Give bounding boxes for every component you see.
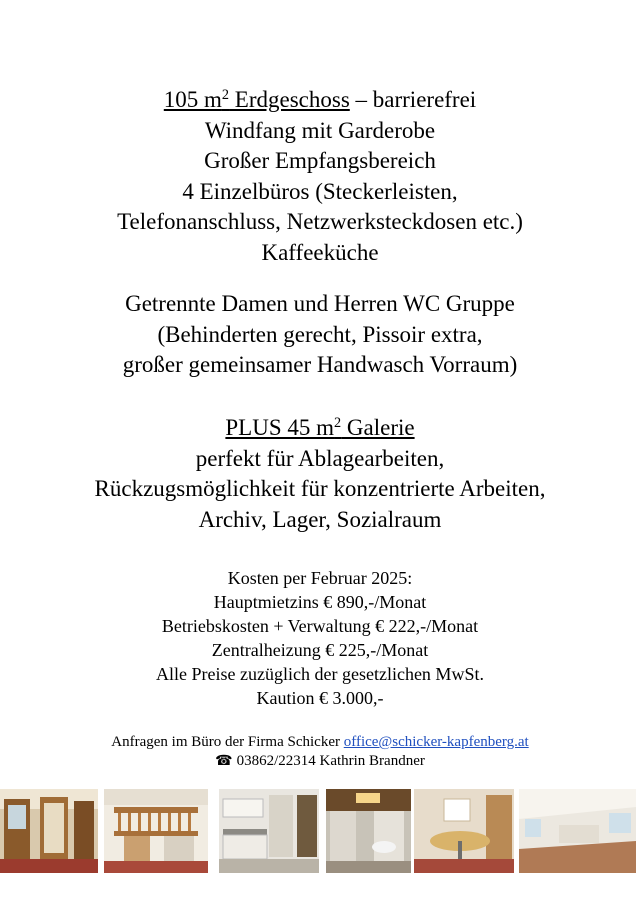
galerie-line: Rückzugsmöglichkeit für konzentrierte Arbeiten, bbox=[94, 476, 546, 501]
intro-floor-text: Erdgeschoss bbox=[229, 87, 350, 112]
wc-line: großer gemeinsamer Handwasch Vorraum) bbox=[122, 352, 518, 377]
intro-line: Großer Empfangsbereich bbox=[204, 148, 436, 173]
kosten-line: Alle Preise zuzüglich der gesetzlichen MwSt. bbox=[156, 664, 484, 684]
wc-line: (Behinderten gerecht, Pissoir extra, bbox=[157, 321, 483, 347]
contact-section bbox=[0, 733, 640, 771]
galerie-heading bbox=[0, 413, 640, 444]
galerie-section bbox=[0, 413, 640, 535]
photo-strip bbox=[0, 789, 640, 873]
office-photo bbox=[414, 789, 514, 873]
kosten-line: Kaution € 3.000,- bbox=[256, 688, 384, 708]
intro-line: Windfang mit Garderobe bbox=[204, 117, 436, 143]
intro-heading-underlined bbox=[164, 87, 350, 112]
galerie-label-text: Galerie bbox=[341, 415, 415, 440]
galerie-line: perfekt für Ablagearbeiten, bbox=[195, 445, 445, 471]
galerie-area-text: PLUS 45 m bbox=[225, 415, 335, 440]
galerie-line: Archiv, Lager, Sozialraum bbox=[198, 506, 442, 532]
phone-text: 03862/22314 Kathrin Brandner bbox=[236, 753, 425, 769]
galerie-heading-underlined bbox=[225, 415, 414, 440]
intro-line: Telefonanschluss, Netzwerksteckdosen etc.) bbox=[117, 209, 523, 234]
phone-line bbox=[0, 752, 640, 771]
intro-area-sup: 2 bbox=[221, 87, 230, 104]
telephone-icon: ☎ bbox=[215, 754, 233, 769]
intro-line: Kaffeeküche bbox=[261, 239, 379, 265]
intro-area-text: 105 m bbox=[163, 87, 222, 112]
kosten-line: Betriebskosten + Verwaltung € 222,-/Monat bbox=[161, 616, 479, 636]
galerie-photo bbox=[104, 789, 208, 873]
room-photo bbox=[0, 789, 98, 873]
galerie-area-sup: 2 bbox=[334, 415, 342, 432]
wc-section bbox=[0, 289, 640, 381]
wc-line: Getrennte Damen und Herren WC Gruppe bbox=[125, 291, 515, 316]
intro-line: 4 Einzelbüros (Steckerleisten, bbox=[182, 178, 458, 204]
kitchen-photo bbox=[219, 789, 319, 873]
bathroom-photo bbox=[326, 789, 411, 873]
inquiry-line bbox=[0, 733, 640, 752]
kosten-line: Zentralheizung € 225,-/Monat bbox=[211, 640, 429, 660]
loft-photo bbox=[519, 789, 636, 873]
inquiry-text: Anfragen im Büro der Firma Schicker bbox=[111, 734, 344, 750]
intro-accessible-text: – barrierefrei bbox=[349, 87, 477, 112]
email-link[interactable]: office@schicker-kapfenberg.at bbox=[343, 734, 529, 750]
kosten-line: Kosten per Februar 2025: bbox=[227, 568, 413, 588]
intro-section bbox=[0, 85, 640, 268]
intro-heading bbox=[0, 85, 640, 116]
kosten-section bbox=[0, 566, 640, 710]
kosten-line: Hauptmietzins € 890,-/Monat bbox=[213, 592, 427, 612]
